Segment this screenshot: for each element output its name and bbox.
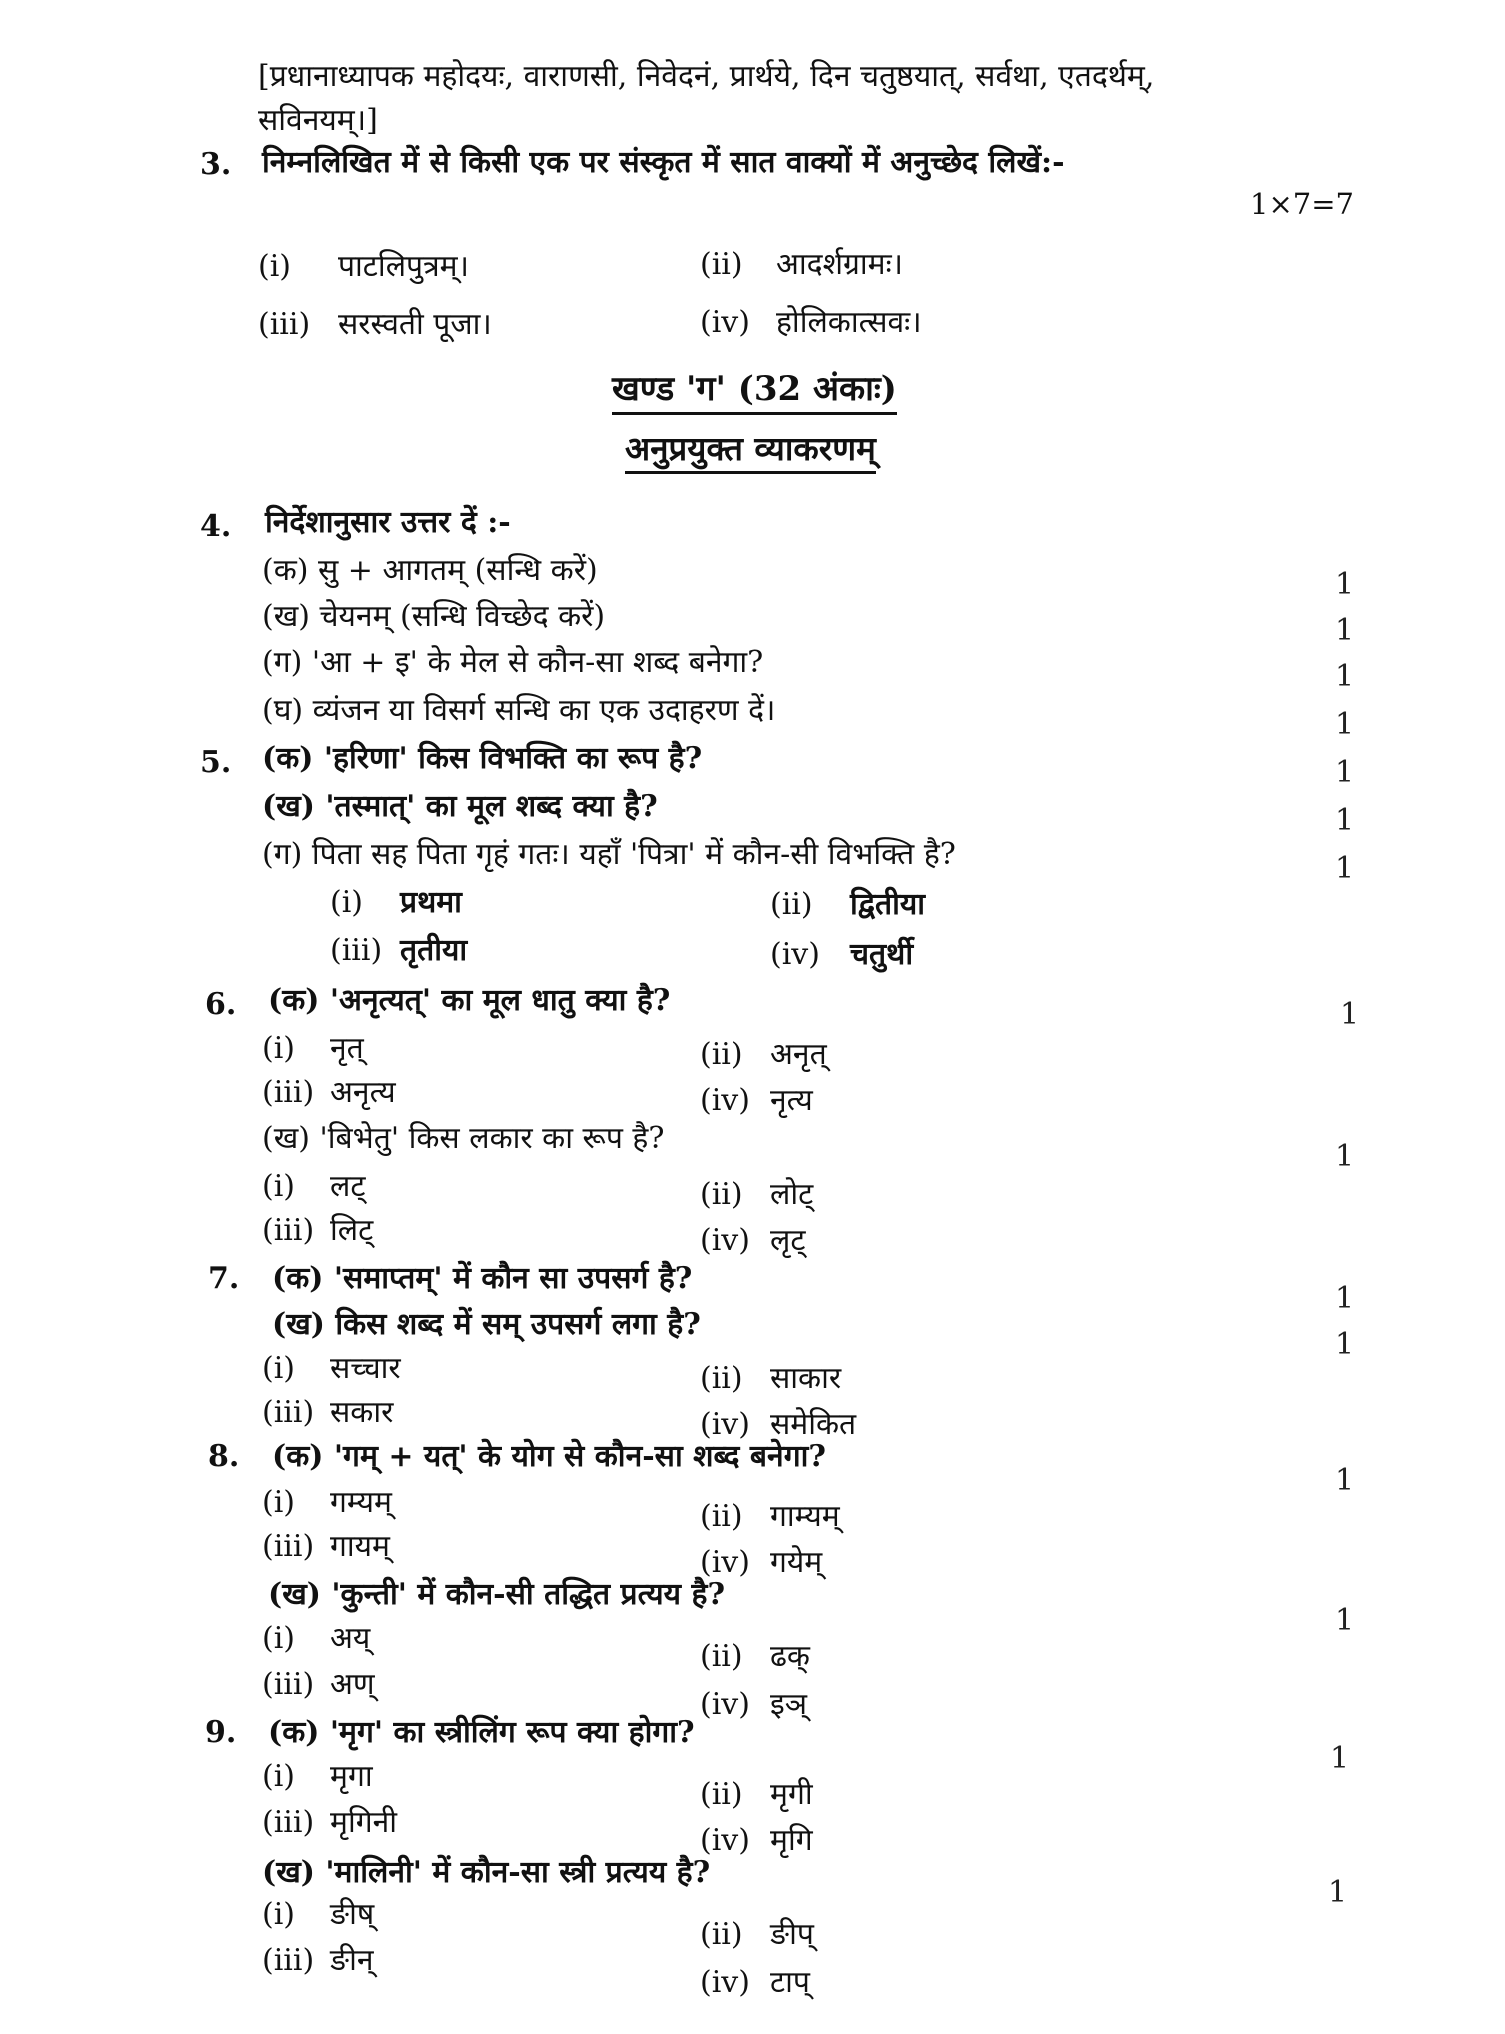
q9-opt-text: ङीष्: [330, 1897, 375, 1932]
hint-line-2: सविनयम्।]: [258, 103, 378, 138]
q8-opt-label: (iv): [700, 1545, 750, 1580]
q9-opt-text: टाप्: [770, 1965, 810, 2000]
q7-opt-text: साकार: [770, 1361, 842, 1396]
q3-opt-label: (i): [258, 249, 292, 284]
q8-opt-text: गाम्यम्: [770, 1499, 840, 1534]
q5-number: 5.: [200, 745, 232, 780]
q6-opt-text: लोट्: [770, 1177, 814, 1212]
q6-a-text: (क) 'अनृत्यत्' का मूल धातु क्या है?: [268, 983, 671, 1018]
q5-opt-text: चतुर्थी: [850, 937, 914, 972]
q5-opt-text: द्वितीया: [850, 887, 926, 922]
q7-opt-label: (ii): [700, 1361, 743, 1396]
q3-number: 3.: [200, 147, 232, 182]
q5-opt-label: (iv): [770, 937, 820, 972]
q5-opt-text: प्रथमा: [400, 885, 462, 920]
q8-opt-label: (iii): [262, 1529, 315, 1564]
q3-opt-label: (iii): [258, 307, 311, 342]
q3-opt-text: होलिकात्सवः।: [776, 305, 922, 340]
q4-text: निर्देशानुसार उत्तर दें :-: [265, 505, 511, 540]
q4-part: (ग) 'आ + इ' के मेल से कौन-सा शब्द बनेगा?: [262, 645, 764, 680]
q8-b-text: (ख) 'कुन्ती' में कौन-सी तद्धित प्रत्यय है?: [268, 1577, 726, 1612]
q7-a-mark: 1: [1335, 1281, 1355, 1316]
q8-opt-text: इञ्: [770, 1687, 807, 1722]
q8-b-mark: 1: [1335, 1603, 1355, 1638]
q8-opt-label: (ii): [700, 1639, 743, 1674]
q7-opt-text: सच्चार: [330, 1351, 401, 1386]
q4-part: (घ) व्यंजन या विसर्ग सन्धि का एक उदाहरण दें।: [262, 693, 776, 728]
q8-opt-text: गम्यम्: [330, 1485, 392, 1520]
q9-opt-label: (iv): [700, 1965, 750, 2000]
q4-part-mark: 1: [1335, 567, 1355, 602]
q9-opt-text: मृगी: [770, 1777, 813, 1812]
q8-opt-label: (ii): [700, 1499, 743, 1534]
q6-opt-label: (iv): [700, 1223, 750, 1258]
q8-opt-label: (iii): [262, 1667, 315, 1702]
q9-opt-text: मृगि: [770, 1823, 813, 1858]
q3-opt-text: पाटलिपुत्रम्।: [338, 249, 469, 284]
q6-opt-label: (iii): [262, 1075, 315, 1110]
q7-opt-label: (i): [262, 1351, 296, 1386]
q8-opt-label: (i): [262, 1485, 296, 1520]
q9-b-text: (ख) 'मालिनी' में कौन-सा स्त्री प्रत्यय है?: [262, 1855, 711, 1890]
q5-part-mark: 1: [1335, 755, 1355, 790]
q6-opt-text: लिट्: [330, 1213, 374, 1248]
q8-number: 8.: [208, 1439, 240, 1474]
q9-opt-label: (i): [262, 1759, 296, 1794]
q6-opt-label: (ii): [700, 1177, 743, 1212]
section-subtitle: अनुप्रयुक्त व्याकरणम्: [625, 432, 876, 474]
q7-opt-text: सकार: [330, 1395, 394, 1430]
q4-part-mark: 1: [1335, 659, 1355, 694]
q6-opt-text: लट्: [330, 1169, 366, 1204]
q7-b-mark: 1: [1335, 1327, 1355, 1362]
q8-a-mark: 1: [1335, 1463, 1355, 1498]
q5-part: (ख) 'तस्मात्' का मूल शब्द क्या है?: [262, 789, 658, 824]
q6-opt-label: (i): [262, 1031, 296, 1066]
q6-opt-text: नृत्य: [770, 1083, 813, 1118]
q4-part: (क) सु + आगतम् (सन्धि करें): [262, 553, 598, 588]
section-title: खण्ड 'ग' (32 अंकाः): [612, 372, 897, 415]
q6-opt-label: (iv): [700, 1083, 750, 1118]
q3-opt-text: आदर्शग्रामः।: [776, 247, 904, 282]
q7-opt-label: (iv): [700, 1407, 750, 1442]
q8-opt-label: (iv): [700, 1687, 750, 1722]
q6-opt-label: (i): [262, 1169, 296, 1204]
q8-opt-text: गायम्: [330, 1529, 390, 1564]
q9-opt-label: (i): [262, 1897, 296, 1932]
q5-opt-label: (ii): [770, 887, 813, 922]
q6-b-mark: 1: [1335, 1139, 1355, 1174]
q8-opt-text: अय्: [330, 1621, 371, 1656]
q5-opt-label: (i): [330, 885, 364, 920]
q9-opt-text: मृगा: [330, 1759, 373, 1794]
q5-opt-label: (iii): [330, 933, 383, 968]
q9-a-text: (क) 'मृग' का स्त्रीलिंग रूप क्या होगा?: [268, 1715, 695, 1750]
q7-opt-label: (iii): [262, 1395, 315, 1430]
q9-opt-label: (iii): [262, 1943, 315, 1978]
q9-number: 9.: [205, 1715, 237, 1750]
q9-opt-label: (ii): [700, 1917, 743, 1952]
q9-opt-text: मृगिनी: [330, 1805, 398, 1840]
q6-opt-label: (iii): [262, 1213, 315, 1248]
q8-opt-label: (i): [262, 1621, 296, 1656]
q6-opt-text: अनृत्य: [330, 1075, 396, 1110]
q7-opt-text: समेकित: [770, 1407, 857, 1442]
q3-marks: 1×7=7: [1250, 187, 1354, 221]
q6-opt-text: लृट्: [770, 1223, 806, 1258]
q8-opt-text: अण्: [330, 1667, 375, 1702]
q4-number: 4.: [200, 509, 232, 544]
q3-opt-text: सरस्वती पूजा।: [338, 307, 492, 342]
q7-b-text: (ख) किस शब्द में सम् उपसर्ग लगा है?: [272, 1307, 701, 1342]
q9-opt-label: (ii): [700, 1777, 743, 1812]
q3-text: निम्नलिखित में से किसी एक पर संस्कृत में सात वाक्यों में अनुच्छेद लिखें:-: [262, 145, 1065, 180]
q6-opt-label: (ii): [700, 1037, 743, 1072]
q3-opt-label: (ii): [700, 247, 743, 282]
q3-opt-label: (iv): [700, 305, 750, 340]
q6-opt-text: नृत्: [330, 1031, 364, 1066]
q7-number: 7.: [208, 1261, 240, 1296]
q5-part-mark: 1: [1335, 851, 1355, 886]
q9-opt-text: ङीप्: [770, 1917, 814, 1952]
q5-part: (क) 'हरिणा' किस विभक्ति का रूप है?: [262, 741, 703, 776]
q9-a-mark: 1: [1330, 1741, 1350, 1776]
q4-part-mark: 1: [1335, 613, 1355, 648]
q4-part-mark: 1: [1335, 707, 1355, 742]
q4-part: (ख) चेयनम् (सन्धि विच्छेद करें): [262, 599, 606, 634]
q8-opt-text: ढक्: [770, 1639, 810, 1674]
q7-a-text: (क) 'समाप्तम्' में कौन सा उपसर्ग है?: [272, 1261, 693, 1296]
q9-opt-label: (iii): [262, 1805, 315, 1840]
q5-part-mark: 1: [1335, 803, 1355, 838]
q9-b-mark: 1: [1328, 1875, 1348, 1910]
q8-opt-text: गयेम्: [770, 1545, 823, 1580]
hint-line-1: [प्रधानाध्यापक महोदयः, वाराणसी, निवेदनं, प्रार्थये, दिन चतुष्ठयात्, सर्वथा, एतदर्थम्,: [258, 59, 1155, 94]
q6-number: 6.: [205, 987, 237, 1022]
q5-part: (ग) पिता सह पिता गृहं गतः। यहाँ 'पित्रा' में कौन-सी विभक्ति है?: [262, 837, 956, 872]
q6-a-mark: 1: [1340, 997, 1360, 1032]
q9-opt-label: (iv): [700, 1823, 750, 1858]
q8-a-text: (क) 'गम् + यत्' के योग से कौन-सा शब्द बनेगा?: [272, 1439, 826, 1474]
q5-opt-text: तृतीया: [400, 933, 468, 968]
q6-b-text: (ख) 'बिभेतु' किस लकार का रूप है?: [262, 1121, 665, 1156]
q9-opt-text: ङीन्: [330, 1943, 374, 1978]
q6-opt-text: अनृत्: [770, 1037, 827, 1072]
